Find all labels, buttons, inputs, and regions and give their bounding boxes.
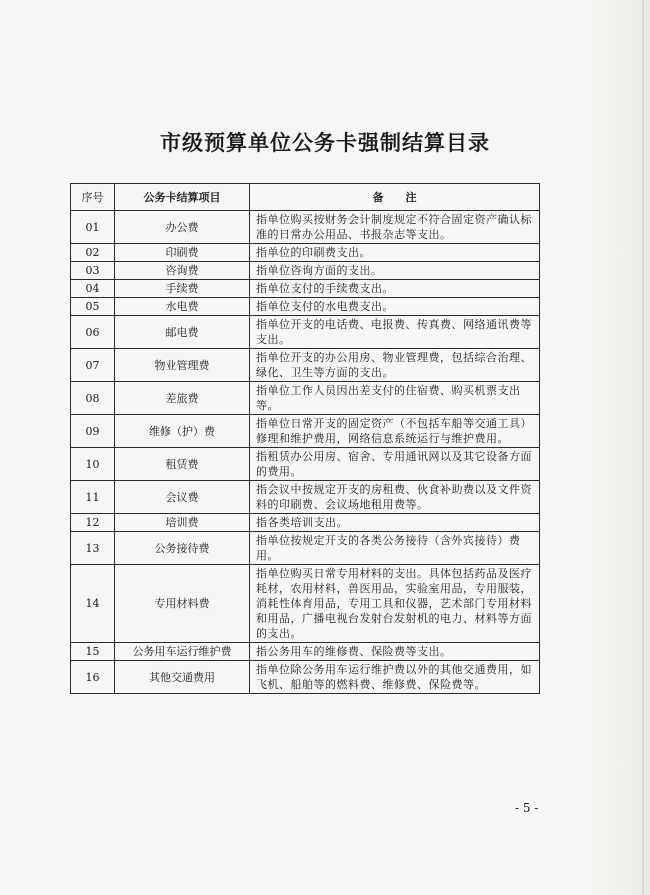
page-number: - 5 - (515, 801, 539, 815)
row-item: 物业管理费 (115, 349, 250, 382)
table-row (71, 415, 540, 448)
row-item: 咨询费 (115, 262, 250, 280)
row-note: 指租赁办公用房、宿舍、专用通讯网以及其它设备方面的费用。 (250, 448, 540, 481)
row-no: 15 (71, 643, 115, 661)
row-no: 09 (71, 415, 115, 448)
header-item: 公务卡结算项目 (115, 184, 250, 211)
table-row (71, 262, 540, 280)
row-note: 指单位支付的手续费支出。 (250, 280, 540, 298)
table-row (71, 565, 540, 643)
row-note: 指单位咨询方面的支出。 (250, 262, 540, 280)
table-row (71, 316, 540, 349)
row-no: 02 (71, 244, 115, 262)
row-no: 04 (71, 280, 115, 298)
table-row (71, 382, 540, 415)
table-header-row (71, 184, 540, 211)
row-note: 指会议中按规定开支的房租费、伙食补助费以及文件资料的印刷费、会议场地租用费等。 (250, 481, 540, 514)
row-item: 水电费 (115, 298, 250, 316)
row-no: 08 (71, 382, 115, 415)
table-row (71, 280, 540, 298)
row-item: 办公费 (115, 211, 250, 244)
row-item: 公务用车运行维护费 (115, 643, 250, 661)
table-row (71, 298, 540, 316)
row-note: 指单位工作人员因出差支付的住宿费、购买机票支出等。 (250, 382, 540, 415)
row-note: 指单位开支的办公用房、物业管理费，包括综合治理、绿化、卫生等方面的支出。 (250, 349, 540, 382)
table-row (71, 211, 540, 244)
row-no: 14 (71, 565, 115, 643)
table-row (71, 643, 540, 661)
settlement-catalog-table (70, 183, 540, 694)
row-no: 16 (71, 661, 115, 694)
row-no: 12 (71, 514, 115, 532)
row-no: 06 (71, 316, 115, 349)
row-item: 手续费 (115, 280, 250, 298)
table-row (71, 349, 540, 382)
row-item: 邮电费 (115, 316, 250, 349)
row-note: 指单位支付的水电费支出。 (250, 298, 540, 316)
row-note: 指公务用车的维修费、保险费等支出。 (250, 643, 540, 661)
row-item: 租赁费 (115, 448, 250, 481)
row-item: 专用材料费 (115, 565, 250, 643)
header-note: 备 注 (250, 184, 540, 211)
row-no: 10 (71, 448, 115, 481)
row-note: 指单位的印刷费支出。 (250, 244, 540, 262)
row-item: 培训费 (115, 514, 250, 532)
row-item: 其他交通费用 (115, 661, 250, 694)
row-item: 印刷费 (115, 244, 250, 262)
row-no: 03 (71, 262, 115, 280)
table-row (71, 514, 540, 532)
table-row (71, 532, 540, 565)
row-note: 指单位除公务用车运行维护费以外的其他交通费用，如飞机、船舶等的燃料费、维修费、保险费等。 (250, 661, 540, 694)
row-no: 05 (71, 298, 115, 316)
row-no: 01 (71, 211, 115, 244)
header-no: 序号 (71, 184, 115, 211)
table-row (71, 448, 540, 481)
table-row (71, 244, 540, 262)
row-item: 会议费 (115, 481, 250, 514)
row-note: 指各类培训支出。 (250, 514, 540, 532)
row-note: 指单位按规定开支的各类公务接待（含外宾接待）费用。 (250, 532, 540, 565)
row-no: 11 (71, 481, 115, 514)
row-note: 指单位日常开支的固定资产（不包括车船等交通工具）修理和维护费用，网络信息系统运行与维护费用。 (250, 415, 540, 448)
row-note: 指单位购买按财务会计制度规定不符合固定资产确认标准的日常办公用品、书报杂志等支出。 (250, 211, 540, 244)
table-row (71, 481, 540, 514)
page-title: 市级预算单位公务卡强制结算目录 (160, 130, 490, 155)
row-note: 指单位开支的电话费、电报费、传真费、网络通讯费等支出。 (250, 316, 540, 349)
table-row (71, 661, 540, 694)
row-item: 维修（护）费 (115, 415, 250, 448)
row-item: 差旅费 (115, 382, 250, 415)
row-item: 公务接待费 (115, 532, 250, 565)
row-no: 07 (71, 349, 115, 382)
row-no: 13 (71, 532, 115, 565)
row-note: 指单位购买日常专用材料的支出。具体包括药品及医疗耗材，农用材料，兽医用品，实验室用品，专用服装，消耗性体育用品，专用工具和仪器，艺术部门专用材料和用品，广播电视台发射台发射机的电力、材料等方面的支出。 (250, 565, 540, 643)
